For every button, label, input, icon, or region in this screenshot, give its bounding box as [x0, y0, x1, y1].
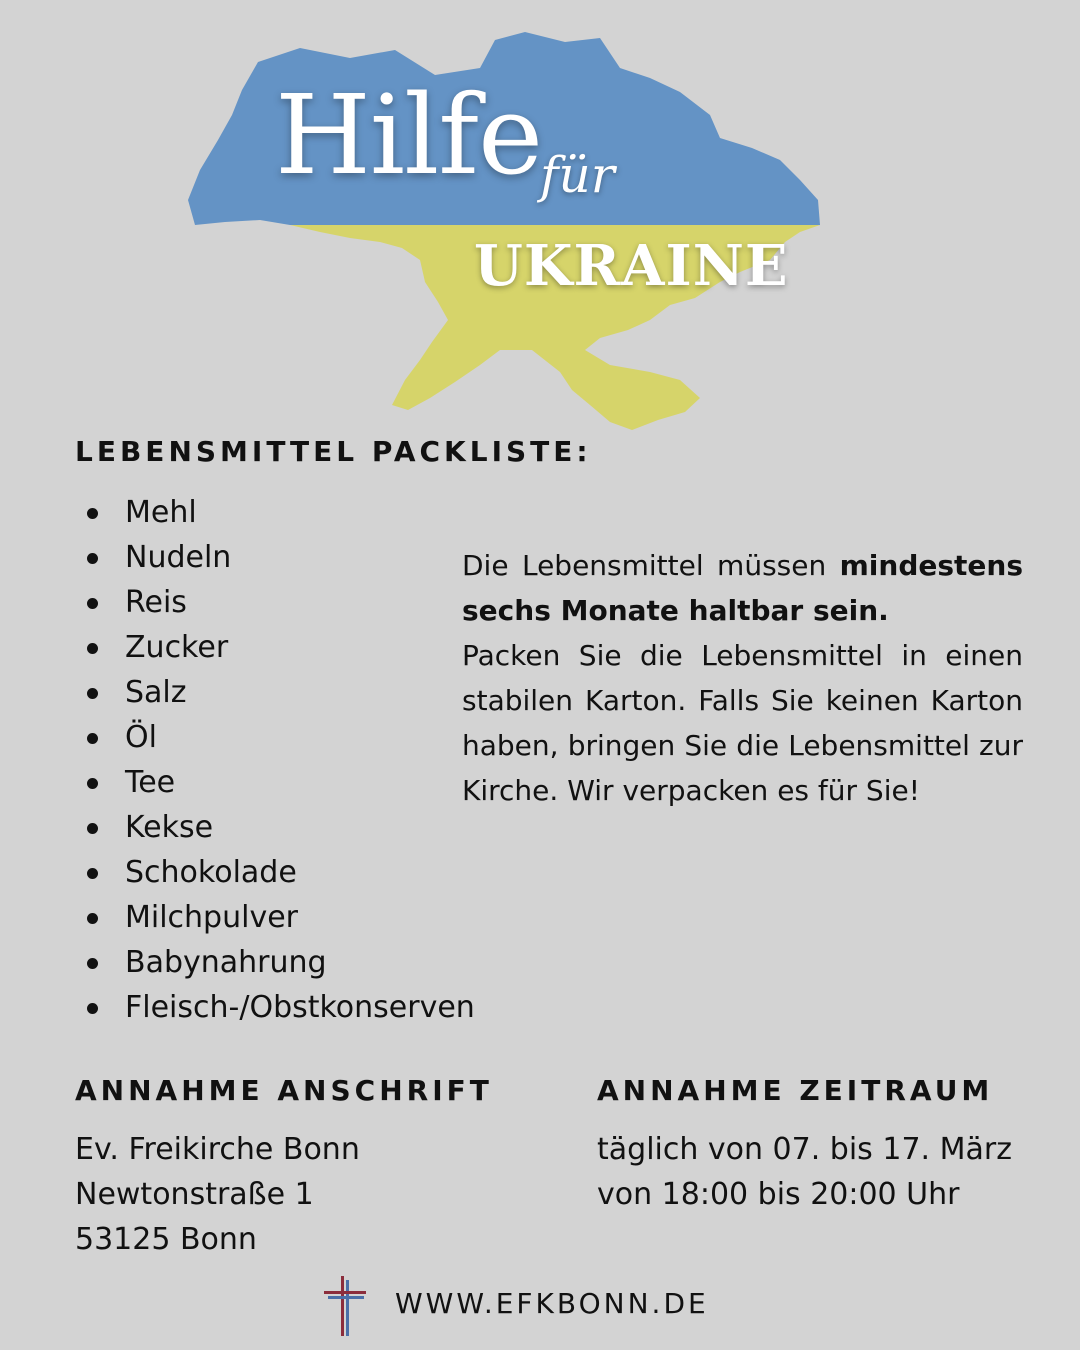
anschrift-heading: ANNAHME ANSCHRIFT — [75, 1074, 493, 1107]
storage-note — [462, 543, 1023, 813]
list-item: Schokolade — [75, 850, 475, 895]
note-bold: mindestens sechs Monate haltbar sein. — [462, 549, 1023, 627]
list-item: Nudeln — [75, 535, 475, 580]
zeitraum-times — [597, 1127, 1012, 1217]
title-hilfe: Hilfe — [275, 71, 543, 199]
packliste-heading: LEBENSMITTEL PACKLISTE: — [75, 435, 592, 468]
list-item: Zucker — [75, 625, 475, 670]
note-body: Packen Sie die Lebensmittel in einen stabilen Karton. Falls Sie keinen Karton haben, bringen Sie die Lebensmittel zur Kirche. Wir verpacken es für Sie! — [462, 639, 1023, 807]
anschrift-address — [75, 1127, 360, 1262]
note-intro: Die Lebensmittel müssen — [462, 549, 840, 582]
bullet-icon — [87, 598, 98, 609]
bullet-icon — [87, 508, 98, 519]
zeitraum-heading: ANNAHME ZEITRAUM — [597, 1074, 994, 1107]
packliste-list — [75, 490, 475, 1030]
list-item: Öl — [75, 715, 475, 760]
bullet-icon — [87, 778, 98, 789]
list-item: Kekse — [75, 805, 475, 850]
title-fuer: für — [540, 146, 615, 204]
bullet-icon — [87, 868, 98, 879]
cross-icon — [322, 1274, 368, 1338]
bullet-icon — [87, 958, 98, 969]
list-item: Salz — [75, 670, 475, 715]
list-item: Reis — [75, 580, 475, 625]
time-line: von 18:00 bis 20:00 Uhr — [597, 1177, 960, 1212]
list-item: Milchpulver — [75, 895, 475, 940]
title-ukraine: UKRAINE — [474, 233, 789, 299]
bullet-icon — [87, 553, 98, 564]
time-line: täglich von 07. bis 17. März — [597, 1132, 1012, 1167]
address-line: Ev. Freikirche Bonn — [75, 1132, 360, 1167]
list-item: Babynahrung — [75, 940, 475, 985]
bullet-icon — [87, 733, 98, 744]
list-item: Mehl — [75, 490, 475, 535]
list-item: Tee — [75, 760, 475, 805]
bullet-icon — [87, 823, 98, 834]
address-line: 53125 Bonn — [75, 1222, 257, 1257]
bullet-icon — [87, 913, 98, 924]
website-link[interactable]: WWW.EFKBONN.DE — [395, 1287, 709, 1320]
list-item: Fleisch-/Obstkonserven — [75, 985, 475, 1030]
bullet-icon — [87, 688, 98, 699]
bullet-icon — [87, 1003, 98, 1014]
address-line: Newtonstraße 1 — [75, 1177, 314, 1212]
bullet-icon — [87, 643, 98, 654]
